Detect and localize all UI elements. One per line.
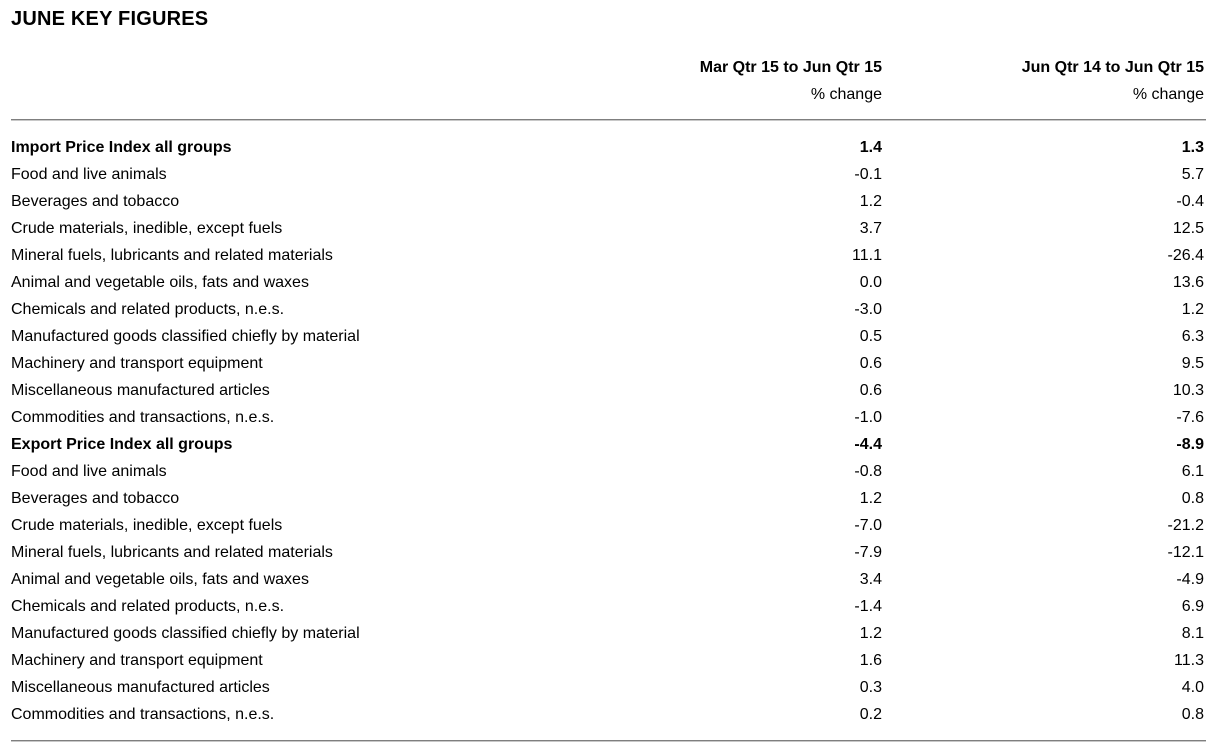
table-row bbox=[0, 350, 1211, 377]
key-figures-table bbox=[0, 134, 1211, 728]
row-value-quarterly-change: 3.4 bbox=[859, 571, 882, 588]
row-value-annual-change: -7.6 bbox=[1176, 409, 1204, 426]
row-value-annual-change: 1.3 bbox=[1181, 139, 1204, 156]
column-header-annual bbox=[900, 59, 1204, 109]
column-header-quarterly-unit: % change bbox=[810, 86, 882, 103]
table-row bbox=[0, 188, 1211, 215]
column-header-annual-unit: % change bbox=[1132, 86, 1204, 103]
table-row bbox=[0, 404, 1211, 431]
row-label: Animal and vegetable oils, fats and waxes bbox=[11, 571, 309, 588]
table-row bbox=[0, 242, 1211, 269]
row-label: Machinery and transport equipment bbox=[11, 355, 263, 372]
row-value-annual-change: 11.3 bbox=[1174, 652, 1204, 669]
row-value-quarterly-change: 0.5 bbox=[859, 328, 882, 345]
row-value-annual-change: 6.3 bbox=[1181, 328, 1204, 345]
row-value-quarterly-change: -7.9 bbox=[854, 544, 882, 561]
row-value-annual-change: 4.0 bbox=[1181, 679, 1204, 696]
row-value-annual-change: 12.5 bbox=[1172, 220, 1204, 237]
row-label: Crude materials, inedible, except fuels bbox=[11, 220, 283, 237]
table-row bbox=[0, 539, 1211, 566]
row-value-quarterly-change: 1.6 bbox=[859, 652, 882, 669]
row-value-quarterly-change: 11.1 bbox=[852, 247, 882, 264]
row-label: Commodities and transactions, n.e.s. bbox=[11, 409, 275, 426]
row-value-quarterly-change: 0.2 bbox=[859, 706, 882, 723]
table-row bbox=[0, 215, 1211, 242]
column-header-quarterly-title: Mar Qtr 15 to Jun Qtr 15 bbox=[699, 59, 882, 76]
row-value-quarterly-change: 0.6 bbox=[859, 382, 882, 399]
table-row bbox=[0, 593, 1211, 620]
table-top-divider bbox=[11, 119, 1206, 121]
table-bottom-divider bbox=[11, 740, 1206, 742]
table-row-group-total bbox=[0, 431, 1211, 458]
row-value-quarterly-change: 0.0 bbox=[859, 274, 882, 291]
row-value-quarterly-change: 1.2 bbox=[859, 193, 882, 210]
row-value-annual-change: -26.4 bbox=[1167, 247, 1204, 264]
row-value-annual-change: 0.8 bbox=[1181, 490, 1204, 507]
row-label: Chemicals and related products, n.e.s. bbox=[11, 301, 285, 318]
row-value-quarterly-change: -1.4 bbox=[854, 598, 882, 615]
row-label: Import Price Index all groups bbox=[11, 139, 232, 156]
row-label: Food and live animals bbox=[11, 463, 167, 480]
row-value-quarterly-change: -0.1 bbox=[854, 166, 882, 183]
row-value-annual-change: 13.6 bbox=[1172, 274, 1204, 291]
table-row bbox=[0, 323, 1211, 350]
row-value-annual-change: 6.9 bbox=[1181, 598, 1204, 615]
row-label: Food and live animals bbox=[11, 166, 167, 183]
row-value-annual-change: 9.5 bbox=[1181, 355, 1204, 372]
row-label: Beverages and tobacco bbox=[11, 490, 180, 507]
table-row bbox=[0, 377, 1211, 404]
table-row bbox=[0, 701, 1211, 728]
table-row-group-total bbox=[0, 134, 1211, 161]
page-title: JUNE KEY FIGURES bbox=[11, 8, 209, 30]
row-label: Crude materials, inedible, except fuels bbox=[11, 517, 283, 534]
column-header-quarterly bbox=[560, 59, 882, 109]
row-value-annual-change: -12.1 bbox=[1167, 544, 1204, 561]
row-value-quarterly-change: -7.0 bbox=[854, 517, 882, 534]
row-label: Miscellaneous manufactured articles bbox=[11, 382, 270, 399]
row-label: Mineral fuels, lubricants and related materials bbox=[11, 247, 333, 264]
row-value-quarterly-change: -4.4 bbox=[854, 436, 882, 453]
row-label: Chemicals and related products, n.e.s. bbox=[11, 598, 285, 615]
row-value-quarterly-change: -3.0 bbox=[854, 301, 882, 318]
row-value-quarterly-change: 1.2 bbox=[859, 625, 882, 642]
row-label: Manufactured goods classified chiefly by material bbox=[11, 625, 360, 642]
row-label: Export Price Index all groups bbox=[11, 436, 233, 453]
row-value-quarterly-change: 3.7 bbox=[859, 220, 882, 237]
row-value-annual-change: 10.3 bbox=[1172, 382, 1204, 399]
column-header-annual-title: Jun Qtr 14 to Jun Qtr 15 bbox=[1021, 59, 1204, 76]
table-row bbox=[0, 269, 1211, 296]
table-row bbox=[0, 485, 1211, 512]
row-value-quarterly-change: -0.8 bbox=[854, 463, 882, 480]
row-value-annual-change: -0.4 bbox=[1176, 193, 1204, 210]
row-value-annual-change: -8.9 bbox=[1176, 436, 1204, 453]
row-value-annual-change: 6.1 bbox=[1181, 463, 1204, 480]
row-label: Miscellaneous manufactured articles bbox=[11, 679, 270, 696]
row-value-quarterly-change: -1.0 bbox=[854, 409, 882, 426]
table-row bbox=[0, 647, 1211, 674]
table-row bbox=[0, 620, 1211, 647]
row-label: Animal and vegetable oils, fats and waxes bbox=[11, 274, 309, 291]
row-value-annual-change: 0.8 bbox=[1181, 706, 1204, 723]
table-row bbox=[0, 674, 1211, 701]
row-label: Commodities and transactions, n.e.s. bbox=[11, 706, 275, 723]
row-label: Beverages and tobacco bbox=[11, 193, 180, 210]
row-value-quarterly-change: 0.6 bbox=[859, 355, 882, 372]
row-value-quarterly-change: 1.4 bbox=[859, 139, 882, 156]
row-value-annual-change: 5.7 bbox=[1181, 166, 1204, 183]
row-value-quarterly-change: 1.2 bbox=[859, 490, 882, 507]
row-value-annual-change: 8.1 bbox=[1181, 625, 1204, 642]
table-row bbox=[0, 458, 1211, 485]
table-row bbox=[0, 512, 1211, 539]
row-label: Machinery and transport equipment bbox=[11, 652, 263, 669]
row-value-annual-change: -4.9 bbox=[1176, 571, 1204, 588]
row-label: Manufactured goods classified chiefly by material bbox=[11, 328, 360, 345]
row-value-quarterly-change: 0.3 bbox=[859, 679, 882, 696]
table-row bbox=[0, 296, 1211, 323]
row-value-annual-change: 1.2 bbox=[1181, 301, 1204, 318]
table-row bbox=[0, 566, 1211, 593]
row-label: Mineral fuels, lubricants and related materials bbox=[11, 544, 333, 561]
table-row bbox=[0, 161, 1211, 188]
row-value-annual-change: -21.2 bbox=[1167, 517, 1204, 534]
